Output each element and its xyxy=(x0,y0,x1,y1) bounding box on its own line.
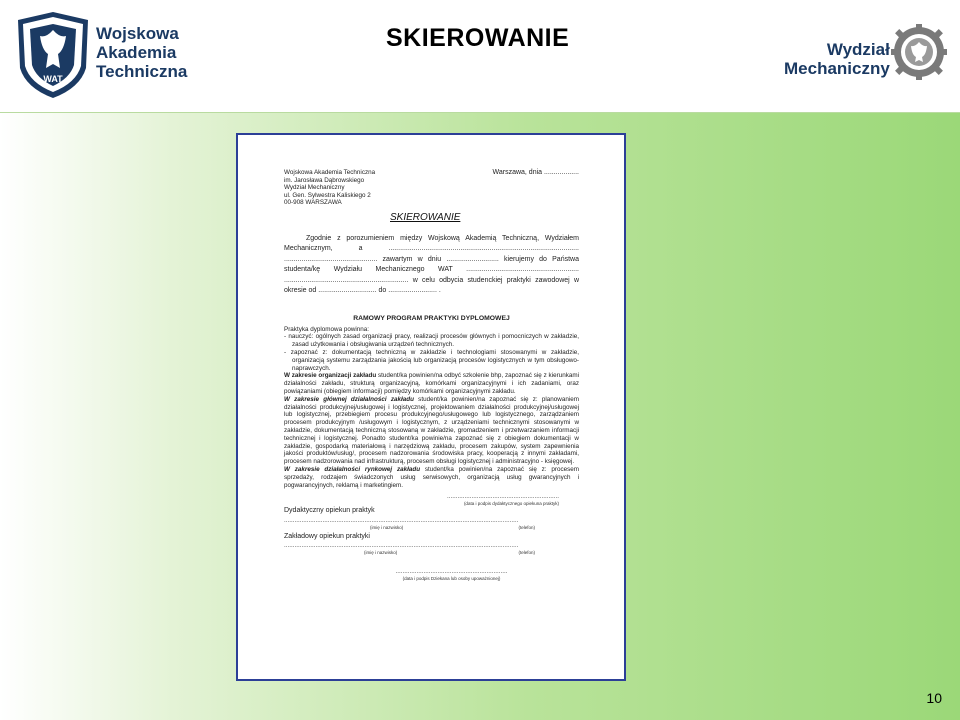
address-line: Wydział Mechaniczny xyxy=(284,184,345,192)
date-line: Warszawa, dnia .................. xyxy=(492,169,579,176)
section-lead: W zakresie organizacji zakładu xyxy=(284,372,377,380)
supervisor2-label: Zakładowy opiekun praktyki xyxy=(284,532,370,540)
signature-label: (data i podpis Dziekana lub osoby upoważnionej) xyxy=(402,576,501,582)
intro-text: ................................................................ w celu odbycia studenckiej praktyki zawodowej w okresie od .............................. do ......................... . xyxy=(284,276,579,295)
program-title: RAMOWY PROGRAM PRAKTYKI DYPLOMOWEJ xyxy=(353,314,510,322)
intro-text: Zgodnie z porozumieniem między Wojskową Akademią Techniczną, Wydziałem Mechanicznym, a .................................................................................................. xyxy=(284,234,579,253)
wordmark-line: Wojskowa xyxy=(96,24,179,43)
name-label: (imię i nazwisko) xyxy=(364,550,398,556)
section-market-activity xyxy=(284,466,579,489)
wat-crest-logo xyxy=(14,10,92,105)
signature-label: (data i podpis dydaktycznego opiekuna praktyk) xyxy=(463,501,559,507)
page-number: 10 xyxy=(926,690,942,706)
wordmark-line: Techniczna xyxy=(96,62,188,81)
wordmark-line: Mechaniczny xyxy=(784,59,890,78)
university-wordmark xyxy=(96,24,187,81)
supervisor2-dots: ...................................................................................................................................... xyxy=(284,542,519,550)
wordmark-line: Akademia xyxy=(96,43,177,62)
address-line: im. Jarosława Dąbrowskiego xyxy=(284,176,365,184)
name-label: (imię i nazwisko) xyxy=(370,524,404,530)
section-organization xyxy=(284,372,579,395)
section-text: student/ka powinien/na odbyć szkolenie bhp, zapoznać się z kierunkami działalności zakładu, strukturą organizacyjną, komórkami organizacyjnymi i ich zadaniami, oraz powiązaniami (obiegiem informacji) pomiędzy komórkami organizacyjnymi zakładu. xyxy=(284,372,579,395)
wordmark-line: Wydział xyxy=(826,40,890,59)
program-intro: Praktyka dyplomowa powinna: xyxy=(284,325,370,333)
section-lead: W zakresie głównej działalności zakładu xyxy=(284,395,414,403)
referral-document xyxy=(236,133,626,681)
list-item: - zapoznać z: dokumentacją techniczną w zakładzie i technologiami stosowanymi w zakładzie, organizacją systemu zarządzania jakością lub organizacją procesów logistycznych w tym obsługowo-naprawczych. xyxy=(284,348,579,372)
section-text: student/ka powinien/na zapoznać się z: planowaniem działalności produkcyjnej/usługowej i logistycznej, projektowaniem działalności produkcyjnej/usługowej lub logistycznej, przebiegiem procesu produkcyjnego/usługowego lub logistycznego, zarządzaniem procesem produkcyjnym /usługowym i logistycznym, z urządzeniami technicznymi stosowanymi w zakładzie, dokumentacją techniczną stosowaną w zakładzie, gromadzeniem i przetwarzaniem informacji technicznej i logistycznej. Ponadto student/ka powinie/na zapoznać się z obiegiem dokumentacji w zakładzie, gospodarką materiałową i narzędziową zakładu, procesem zakupów, system zapewnienia jakości produktów/usług/, procesem nadzorowania środowiska pracy, kooperacją z innymi zakładami, procesem nadzorowania nad infrastrukturą, procesem obsługi logistycznej i administracyjno - księgowej. xyxy=(284,395,580,466)
list-item: - nauczyć: ogólnych zasad organizacji pracy, realizacji procesów głównych i pomocniczych w zakładzie, zasad użytkowania i obsługiwania urządzeń technicznych. xyxy=(284,333,579,349)
signature-dots: ................................................................ xyxy=(447,493,559,501)
section-lead: W zakresie działalności rynkowej zakładu xyxy=(284,465,421,473)
address-line: ul. Gen. Sylwestra Kaliskiego 2 xyxy=(284,191,371,199)
supervisor1-dots: ...................................................................................................................................... xyxy=(284,516,519,524)
document-title: SKIEROWANIE xyxy=(390,211,461,223)
slide-header xyxy=(0,0,960,113)
phone-label: (telefon) xyxy=(518,550,535,556)
sender-address xyxy=(284,169,375,207)
faculty-gear-logo xyxy=(891,24,947,85)
signature-dots: ................................................................ xyxy=(395,568,508,576)
letterhead-row xyxy=(284,169,579,207)
section-main-activity xyxy=(284,396,579,466)
tutor-signature-block xyxy=(284,493,579,507)
intro-text: ................................................ zawartym w dniu ........................... kierujemy do Państwa studenta/kę Wydziału Mechanicznego WAT .......................................................... xyxy=(284,255,579,274)
dean-signature-block xyxy=(284,568,579,582)
address-line: 00-908 WARSZAWA xyxy=(284,199,342,207)
intro-paragraph xyxy=(284,234,579,297)
program-list xyxy=(284,333,579,372)
phone-label: (telefon) xyxy=(518,524,535,530)
section-text: student/ka powinien/na zapoznać się z: procesem sprzedaży, rodzajem świadczonych usług serwisowych, organizacją usług gwarancyjnych i pogwarancyjnych, reklamą i marketingiem. xyxy=(284,465,579,489)
supervisor2-fields xyxy=(284,550,579,556)
slide-title: SKIEROWANIE xyxy=(386,24,570,52)
address-line: Wojskowa Akademia Techniczna xyxy=(284,169,376,176)
supervisor1-label: Dydaktyczny opiekun praktyk xyxy=(284,507,375,515)
logo-wat-text: WAT xyxy=(43,74,63,84)
faculty-wordmark xyxy=(784,40,890,78)
supervisor1-fields xyxy=(284,525,579,531)
